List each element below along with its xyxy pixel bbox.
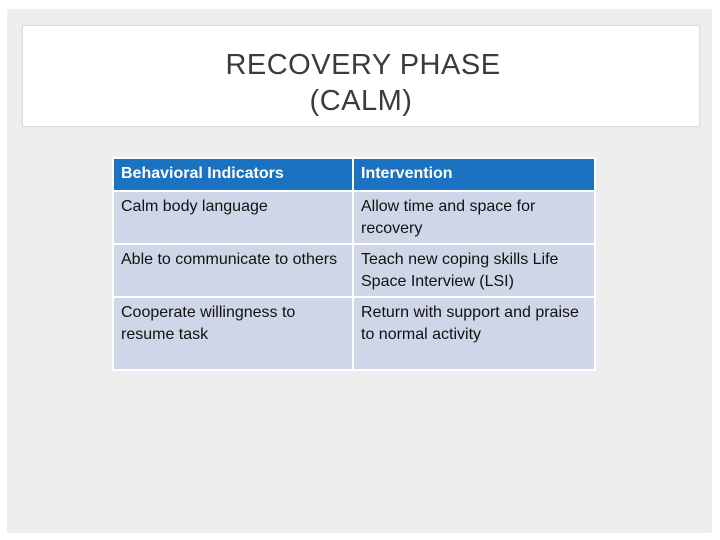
table-cell: Return with support and praise to normal activity <box>353 297 595 370</box>
title-box <box>22 25 700 127</box>
header-intervention: Intervention <box>353 158 595 191</box>
table-row <box>113 191 595 244</box>
table-row <box>113 244 595 297</box>
table-header-row <box>113 158 595 191</box>
slide-title <box>23 47 699 119</box>
table-cell: Calm body language <box>113 191 353 244</box>
slide-title-line-2: (CALM) <box>309 85 413 117</box>
indicators-table <box>112 157 596 371</box>
table-row <box>113 297 595 370</box>
header-behavioral-indicators: Behavioral Indicators <box>113 158 353 191</box>
table-cell: Cooperate willingness to resume task <box>113 297 353 370</box>
slide-title-line-1: RECOVERY PHASE <box>225 49 501 81</box>
table-cell: Allow time and space for recovery <box>353 191 595 244</box>
table-cell: Teach new coping skills Life Space Interview (LSI) <box>353 244 595 297</box>
table-cell: Able to communicate to others <box>113 244 353 297</box>
